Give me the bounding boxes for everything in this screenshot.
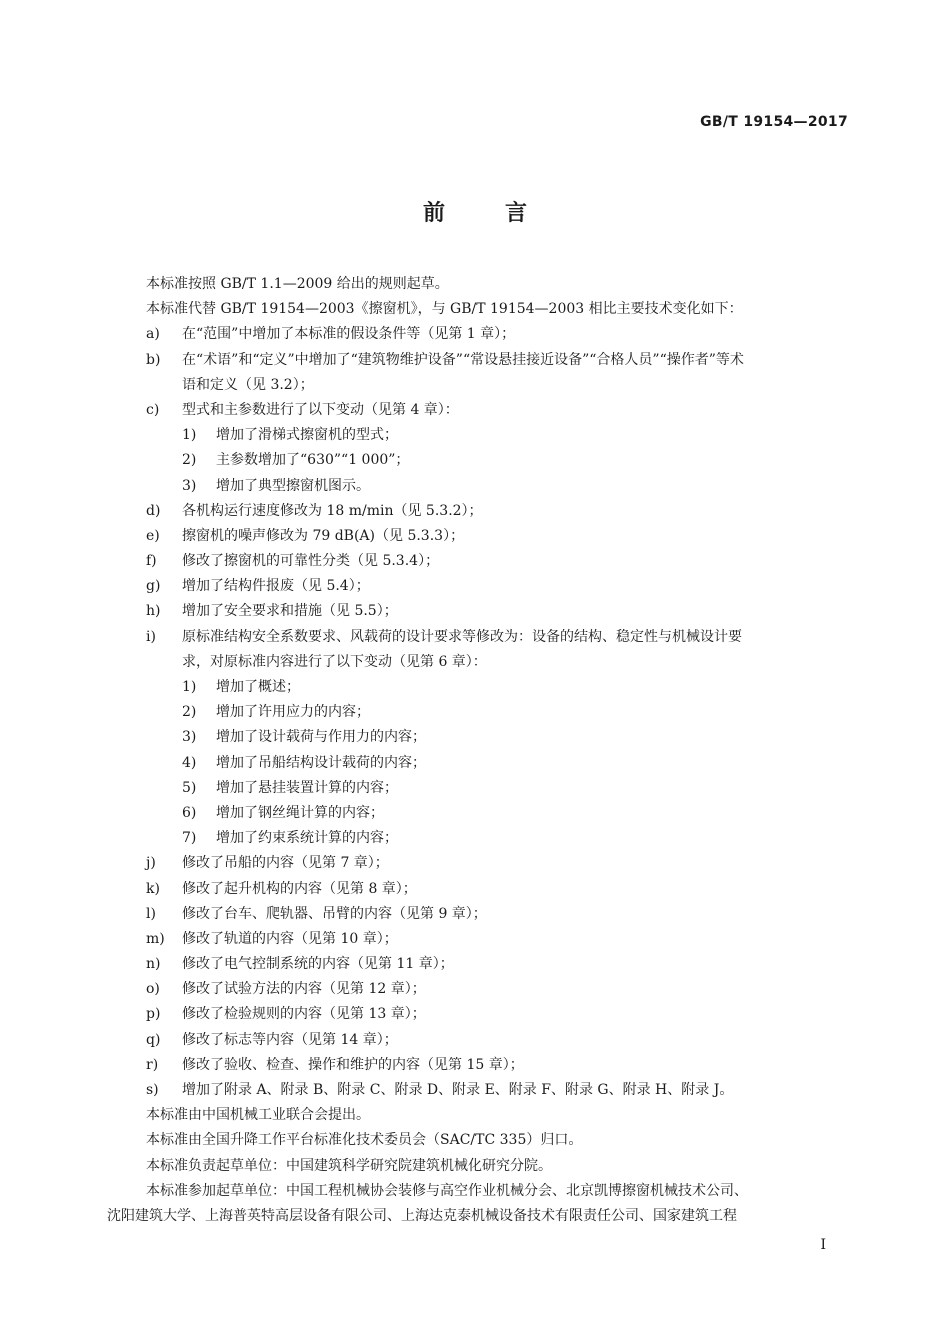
list-marker: m) xyxy=(146,930,165,947)
list-item-text: 各机构运行速度修改为 18 m/min（见 5.3.2）； xyxy=(182,502,483,519)
sub-list-item xyxy=(115,423,853,448)
sub-list-item xyxy=(115,474,853,499)
list-item-text: 主参数增加了“630”“1 000”； xyxy=(216,452,410,469)
list-item-text: 增加了约束系统计算的内容； xyxy=(216,830,398,847)
list-item-text: 修改了轨道的内容（见第 10 章）； xyxy=(182,930,398,947)
list-marker: q) xyxy=(146,1031,161,1048)
list-marker: j) xyxy=(146,855,156,872)
paragraph: 本标准代替 GB/T 19154—2003《擦窗机》，与 GB/T 19154—2003 相比主要技术变化如下： xyxy=(146,301,743,318)
list-marker: k) xyxy=(146,880,160,897)
list-item xyxy=(115,524,853,549)
list-marker: i) xyxy=(146,628,156,645)
list-item-text: 增加了附录 A、附录 B、附录 C、附录 D、附录 E、附录 F、附录 G、附录 H、附录 J。 xyxy=(182,1082,734,1098)
list-marker: 5) xyxy=(182,779,197,796)
list-marker: f) xyxy=(146,553,157,570)
sub-list-item xyxy=(115,725,853,750)
list-item xyxy=(115,574,853,599)
list-marker: 6) xyxy=(182,804,197,821)
list-item-text: 增加了钢丝绳计算的内容； xyxy=(216,804,384,821)
list-marker: c) xyxy=(146,401,160,418)
list-marker: 1) xyxy=(182,679,197,695)
sub-list-item xyxy=(115,751,853,776)
list-item-text: 修改了标志等内容（见第 14 章）； xyxy=(182,1031,398,1048)
foreword-body xyxy=(107,272,853,1229)
list-marker: 7) xyxy=(182,830,197,847)
list-item-text: 修改了检验规则的内容（见第 13 章）； xyxy=(182,1006,426,1023)
list-item xyxy=(115,927,853,952)
list-item xyxy=(115,952,853,977)
list-item xyxy=(115,373,853,398)
list-item-text: 原标准结构安全系数要求、风载荷的设计要求等修改为：设备的结构、稳定性与机械设计要 xyxy=(182,628,742,645)
list-marker: r) xyxy=(146,1056,159,1073)
list-item-text: 增加了概述； xyxy=(216,679,300,695)
list-marker: b) xyxy=(146,351,161,368)
list-marker: 4) xyxy=(182,754,197,771)
sub-list-item xyxy=(115,826,853,851)
list-item-text: 修改了验收、检查、操作和维护的内容（见第 15 章）； xyxy=(182,1056,524,1073)
list-marker: 1) xyxy=(182,427,197,444)
list-item xyxy=(115,625,853,650)
list-item-text: 增加了安全要求和措施（见 5.5）； xyxy=(182,603,398,620)
changes-list xyxy=(115,322,853,1103)
drafters-line-2: 沈阳建筑大学、上海普英特高层设备有限公司、上海达克泰机械设备技术有限责任公司、国家建筑工程 xyxy=(107,1207,737,1224)
list-item-text: 修改了擦窗机的可靠性分类（见 5.3.4）； xyxy=(182,553,440,570)
list-marker: l) xyxy=(146,905,156,922)
sub-list-item xyxy=(115,675,853,700)
sub-list-item xyxy=(115,448,853,473)
list-item-text: 修改了起升机构的内容（见第 8 章）； xyxy=(182,880,417,897)
list-item xyxy=(115,549,853,574)
list-item-text: 增加了设计载荷与作用力的内容； xyxy=(216,729,426,746)
list-marker: p) xyxy=(146,1006,161,1023)
list-marker: e) xyxy=(146,527,160,544)
list-item-text: 型式和主参数进行了以下变动（见第 4 章）： xyxy=(182,401,459,418)
list-item-text: 求，对原标准内容进行了以下变动（见第 6 章）： xyxy=(182,653,487,670)
list-item-text: 在“范围”中增加了本标准的假设条件等（见第 1 章）； xyxy=(182,326,516,343)
list-item xyxy=(115,902,853,927)
list-item xyxy=(115,851,853,876)
list-marker: 3) xyxy=(182,477,197,494)
list-item xyxy=(115,348,853,373)
list-marker: a) xyxy=(146,326,160,343)
sub-list-item xyxy=(115,801,853,826)
list-item-text: 增加了滑梯式擦窗机的型式； xyxy=(216,427,398,444)
standard-number: GB/T 19154—2017 xyxy=(700,114,848,130)
list-marker: 2) xyxy=(182,704,197,721)
list-item-text: 修改了试验方法的内容（见第 12 章）； xyxy=(182,981,426,998)
list-marker: n) xyxy=(146,956,161,973)
list-item-text: 擦窗机的噪声修改为 79 dB(A)（见 5.3.3）； xyxy=(182,527,465,544)
list-item xyxy=(115,599,853,624)
list-item-text: 增加了典型擦窗机图示。 xyxy=(216,477,370,494)
list-marker: g) xyxy=(146,578,161,595)
list-item xyxy=(115,1078,853,1103)
list-item xyxy=(115,398,853,423)
list-marker: 2) xyxy=(182,452,197,469)
page-number: I xyxy=(820,1237,826,1253)
list-item xyxy=(115,1002,853,1027)
list-item xyxy=(115,1028,853,1053)
list-marker: o) xyxy=(146,981,160,998)
paragraph: 本标准负责起草单位：中国建筑科学研究院建筑机械化研究分院。 xyxy=(146,1157,552,1174)
list-item-text: 修改了电气控制系统的内容（见第 11 章）； xyxy=(182,956,454,973)
list-item-text: 在“术语”和“定义”中增加了“建筑物维护设备”“常设悬挂接近设备”“合格人员”“操作者”等术 xyxy=(182,351,744,368)
sub-list-item xyxy=(115,776,853,801)
paragraph: 本标准按照 GB/T 1.1—2009 给出的规则起草。 xyxy=(146,276,449,292)
list-item xyxy=(115,322,853,347)
list-item xyxy=(115,650,853,675)
list-item xyxy=(115,977,853,1002)
list-marker: h) xyxy=(146,603,161,620)
paragraph: 本标准由中国机械工业联合会提出。 xyxy=(146,1107,370,1124)
list-item-text: 增加了结构件报废（见 5.4）； xyxy=(182,578,370,595)
list-marker: d) xyxy=(146,502,161,519)
drafters-line-1: 本标准参加起草单位：中国工程机械协会装修与高空作业机械分会、北京凯博擦窗机械技术公司、 xyxy=(146,1182,748,1199)
list-marker: s) xyxy=(146,1082,159,1098)
list-item xyxy=(115,1053,853,1078)
paragraph: 本标准由全国升降工作平台标准化技术委员会（SAC/TC 335）归口。 xyxy=(146,1132,583,1149)
list-item-text: 语和定义（见 3.2）； xyxy=(182,376,314,393)
list-marker: 3) xyxy=(182,729,197,746)
list-item-text: 修改了台车、爬轨器、吊臂的内容（见第 9 章）； xyxy=(182,905,487,922)
list-item-text: 增加了悬挂装置计算的内容； xyxy=(216,779,398,796)
list-item xyxy=(115,877,853,902)
list-item-text: 增加了许用应力的内容； xyxy=(216,704,370,721)
list-item xyxy=(115,499,853,524)
list-item-text: 修改了吊船的内容（见第 7 章）； xyxy=(182,855,389,872)
sub-list-item xyxy=(115,700,853,725)
page-title: 前言 xyxy=(422,201,587,226)
list-item-text: 增加了吊船结构设计载荷的内容； xyxy=(216,754,426,771)
